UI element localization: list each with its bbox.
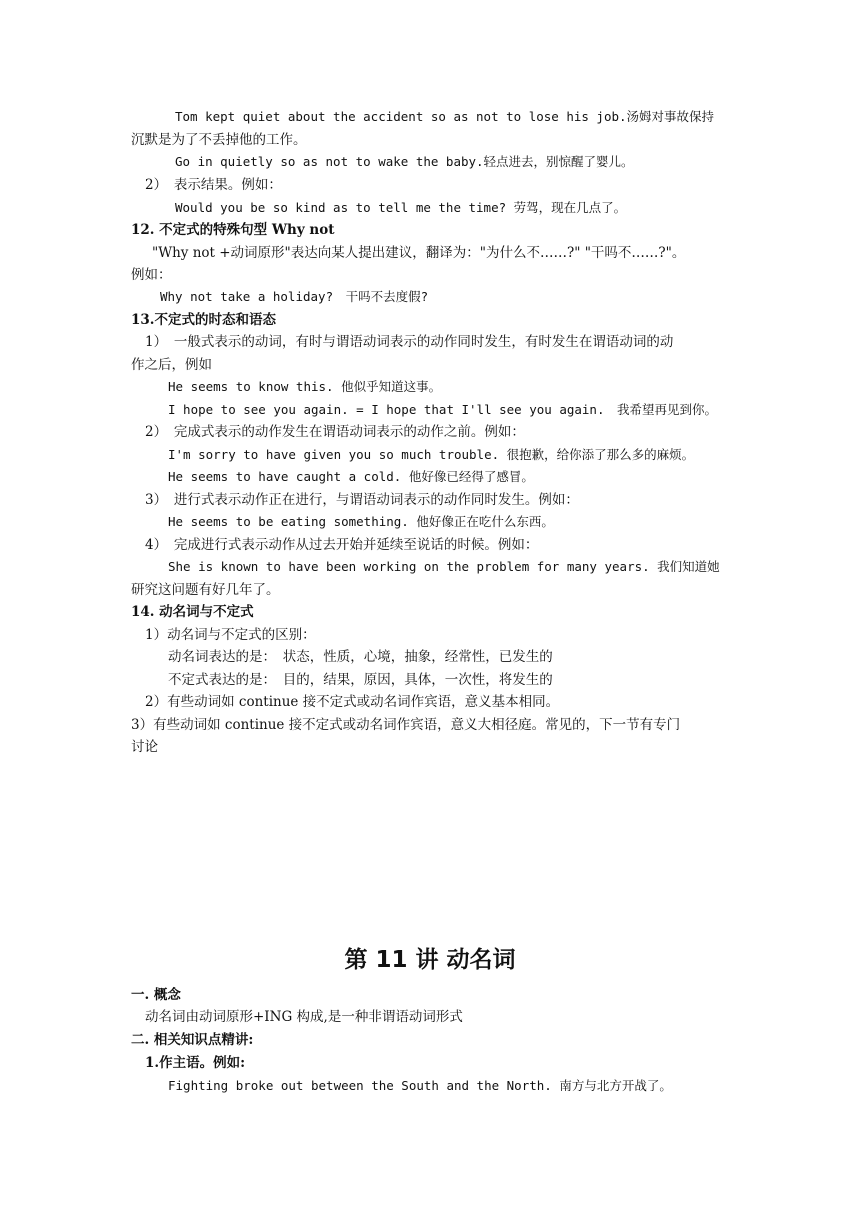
text-line: I hope to see you again. = I hope that I'll see you again. 我希望再见到你。	[168, 402, 717, 417]
text-line: He seems to be eating something. 他好像正在吃什么东西。	[168, 514, 554, 529]
text-line: 3） 进行式表示动作正在进行，与谓语动词表示的动作同时发生。例如：	[145, 492, 579, 508]
text-line: He seems to have caught a cold. 他好像已经得了感冒。	[168, 469, 534, 484]
text-line: Fighting broke out between the South and the North. 南方与北方开战了。	[168, 1078, 672, 1093]
text-line: Tom kept quiet about the accident so as not to lose his job.汤姆对事故保持	[175, 109, 715, 124]
text-line: 1）动名词与不定式的区别：	[145, 627, 316, 643]
text-line: Would you be so kind as to tell me the time? 劳驾，现在几点了。	[175, 200, 627, 215]
text-line: 2） 完成式表示的动作发生在谓语动词表示的动作之前。例如：	[145, 424, 525, 440]
text-line: Why not take a holiday? 干吗不去度假?	[160, 289, 429, 304]
section-heading: 12. 不定式的特殊句型 Why not	[131, 222, 335, 238]
section-heading: 二. 相关知识点精讲:	[131, 1032, 254, 1048]
text-line: 动名词表达的是： 状态，性质，心境，抽象，经常性，已发生的	[168, 649, 553, 665]
text-line: She is known to have been working on the problem for many years. 我们知道她	[168, 559, 720, 574]
section-heading: 14. 动名词与不定式	[131, 604, 254, 620]
text-line: 研究这问题有好几年了。	[131, 582, 280, 598]
text-line: 4） 完成进行式表示动作从过去开始并延续至说话的时候。例如：	[145, 537, 539, 553]
text-line: 1） 一般式表示的动词，有时与谓语动词表示的动作同时发生，有时发生在谓语动词的动	[145, 334, 674, 350]
text-line: 沉默是为了不丢掉他的工作。	[131, 132, 307, 148]
text-line: 动名词由动词原形+ING 构成,是一种非谓语动词形式	[145, 1009, 463, 1025]
text-line: 2） 表示结果。例如：	[145, 177, 282, 193]
section-heading: 1.作主语。例如:	[145, 1055, 246, 1071]
text-line: I'm sorry to have given you so much trouble. 很抱歉，给你添了那么多的麻烦。	[168, 447, 695, 462]
text-line: Go in quietly so as not to wake the baby.轻点进去，别惊醒了婴儿。	[175, 154, 634, 169]
text-line: 讨论	[131, 739, 158, 755]
text-line: 2）有些动词如 continue 接不定式或动名词作宾语，意义基本相同。	[145, 694, 560, 710]
text-line: 例如：	[131, 267, 172, 283]
text-line: 不定式表达的是： 目的，结果，原因，具体，一次性，将发生的	[168, 672, 553, 688]
chapter-title: 第 11 讲 动名词	[344, 947, 516, 973]
text-line: 作之后，例如	[131, 357, 212, 373]
section-heading: 一. 概念	[131, 987, 181, 1003]
section-heading: 13.不定式的时态和语态	[131, 312, 276, 328]
text-line: "Why not +动词原形"表达向某人提出建议，翻译为："为什么不……?" "干吗不……?"。	[152, 245, 686, 261]
text-line: 3）有些动词如 continue 接不定式或动名词作宾语，意义大相径庭。常见的，下一节有专门	[131, 717, 681, 733]
text-line: He seems to know this. 他似乎知道这事。	[168, 379, 442, 394]
